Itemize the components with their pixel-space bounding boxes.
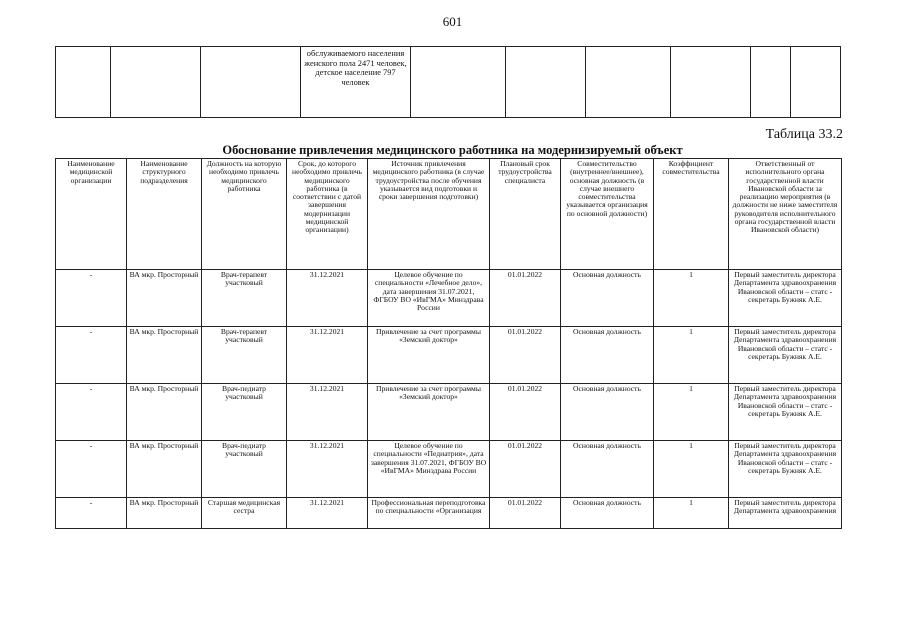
table-cell	[56, 47, 111, 118]
continued-table-row	[56, 47, 841, 118]
cell-hire-date: 01.01.2022	[490, 384, 561, 441]
cell-org: -	[56, 498, 127, 529]
cell-deadline: 31.12.2021	[287, 270, 368, 327]
cell-deadline: 31.12.2021	[287, 441, 368, 498]
column-header: Коэффициент совместительства	[654, 159, 729, 270]
column-header: Должность на которую необходимо привлечь медицинского работника	[202, 159, 287, 270]
cell-combination: Основная должность	[561, 327, 654, 384]
cell-position: Врач-педиатр участковый	[202, 441, 287, 498]
cell-org: -	[56, 384, 127, 441]
cell-coef: 1	[654, 441, 729, 498]
table-cell	[671, 47, 751, 118]
cell-org: -	[56, 441, 127, 498]
table-row	[56, 327, 842, 384]
table-cell	[201, 47, 301, 118]
cell-hire-date: 01.01.2022	[490, 498, 561, 529]
table-title: Обоснование привлечения медицинского работника на модернизируемый объект	[222, 143, 683, 157]
table-cell	[586, 47, 671, 118]
cell-deadline: 31.12.2021	[287, 384, 368, 441]
cell-source: Профессиональная переподготовка по специальности «Организация	[368, 498, 490, 529]
cell-hire-date: 01.01.2022	[490, 327, 561, 384]
cell-source: Привлечение за счет программы «Земский доктор»	[368, 327, 490, 384]
column-header: Наименование медицинской организации	[56, 159, 127, 270]
table-row	[56, 441, 842, 498]
cell-position: Врач-терапевт участковый	[202, 327, 287, 384]
column-header: Срок, до которого необходимо привлечь медицинского работника (в соответствии с датой завершения модернизации медицинской организации)	[287, 159, 368, 270]
cell-responsible: Первый заместитель директора Департамента здравоохранения Ивановской области – статс - секретарь Бужняк А.Е.	[729, 327, 842, 384]
cell-coef: 1	[654, 498, 729, 529]
table-row	[56, 498, 842, 529]
cell-unit: ВА мкр. Просторный	[127, 384, 202, 441]
cell-coef: 1	[654, 384, 729, 441]
table-row	[56, 270, 842, 327]
table-cell	[111, 47, 201, 118]
cell-position: Старшая медицинская сестра	[202, 498, 287, 529]
table-cell: обслуживаемого населения женского пола 2471 человек, детское население 797 человек	[301, 47, 411, 118]
table-cell	[411, 47, 506, 118]
cell-position: Врач-терапевт участковый	[202, 270, 287, 327]
cell-source: Целевое обучение по специальности «Лечебное дело», дата завершения 31.07.2021, ФГБОУ ВО «ИвГМА» Минздрава России	[368, 270, 490, 327]
column-header: Наименование структурного подразделения	[127, 159, 202, 270]
cell-hire-date: 01.01.2022	[490, 270, 561, 327]
recruitment-table	[55, 158, 842, 529]
cell-coef: 1	[654, 327, 729, 384]
cell-unit: ВА мкр. Просторный	[127, 270, 202, 327]
cell-org: -	[56, 327, 127, 384]
cell-unit: ВА мкр. Просторный	[127, 498, 202, 529]
table-header-row	[56, 159, 842, 270]
cell-responsible: Первый заместитель директора Департамента здравоохранения Ивановской области – статс - секретарь Бужняк А.Е.	[729, 270, 842, 327]
cell-combination: Основная должность	[561, 270, 654, 327]
column-header: Совместительство (внутреннее/внешнее), основная должность (в случае внешнего совместительства указывается организация по основной должности)	[561, 159, 654, 270]
continued-table	[55, 46, 841, 118]
cell-combination: Основная должность	[561, 498, 654, 529]
page-number: 601	[442, 14, 463, 29]
table-cell	[506, 47, 586, 118]
cell-source: Целевое обучение по специальности «Педиатрия», дата завершения 31.07.2021, ФГБОУ ВО «ИвГМА» Минздрава России	[368, 441, 490, 498]
cell-coef: 1	[654, 270, 729, 327]
column-header: Плановый срок трудоустройства специалиста	[490, 159, 561, 270]
cell-responsible: Первый заместитель директора Департамента здравоохранения	[729, 498, 842, 529]
cell-unit: ВА мкр. Просторный	[127, 327, 202, 384]
cell-deadline: 31.12.2021	[287, 498, 368, 529]
cell-unit: ВА мкр. Просторный	[127, 441, 202, 498]
cell-combination: Основная должность	[561, 441, 654, 498]
table-cell	[751, 47, 791, 118]
cell-position: Врач-педиатр участковый	[202, 384, 287, 441]
cell-deadline: 31.12.2021	[287, 327, 368, 384]
column-header: Ответственный от исполнительного органа государственной власти Ивановской области за реализацию мероприятия (в должности не ниже заместителя руководителя исполнительного органа государственной власти Ивановской области)	[729, 159, 842, 270]
table-row	[56, 384, 842, 441]
cell-hire-date: 01.01.2022	[490, 441, 561, 498]
cell-source: Привлечение за счет программы «Земский доктор»	[368, 384, 490, 441]
cell-combination: Основная должность	[561, 384, 654, 441]
cell-responsible: Первый заместитель директора Департамента здравоохранения Ивановской области – статс - секретарь Бужняк А.Е.	[729, 441, 842, 498]
cell-responsible: Первый заместитель директора Департамента здравоохранения Ивановской области – статс - секретарь Бужняк А.Е.	[729, 384, 842, 441]
table-number: Таблица 33.2	[765, 127, 843, 142]
table-cell	[791, 47, 841, 118]
column-header: Источник привлечения медицинского работника (в случае трудоустройства после обучения указывается вид подготовки и сроки завершения подготовки)	[368, 159, 490, 270]
cell-org: -	[56, 270, 127, 327]
